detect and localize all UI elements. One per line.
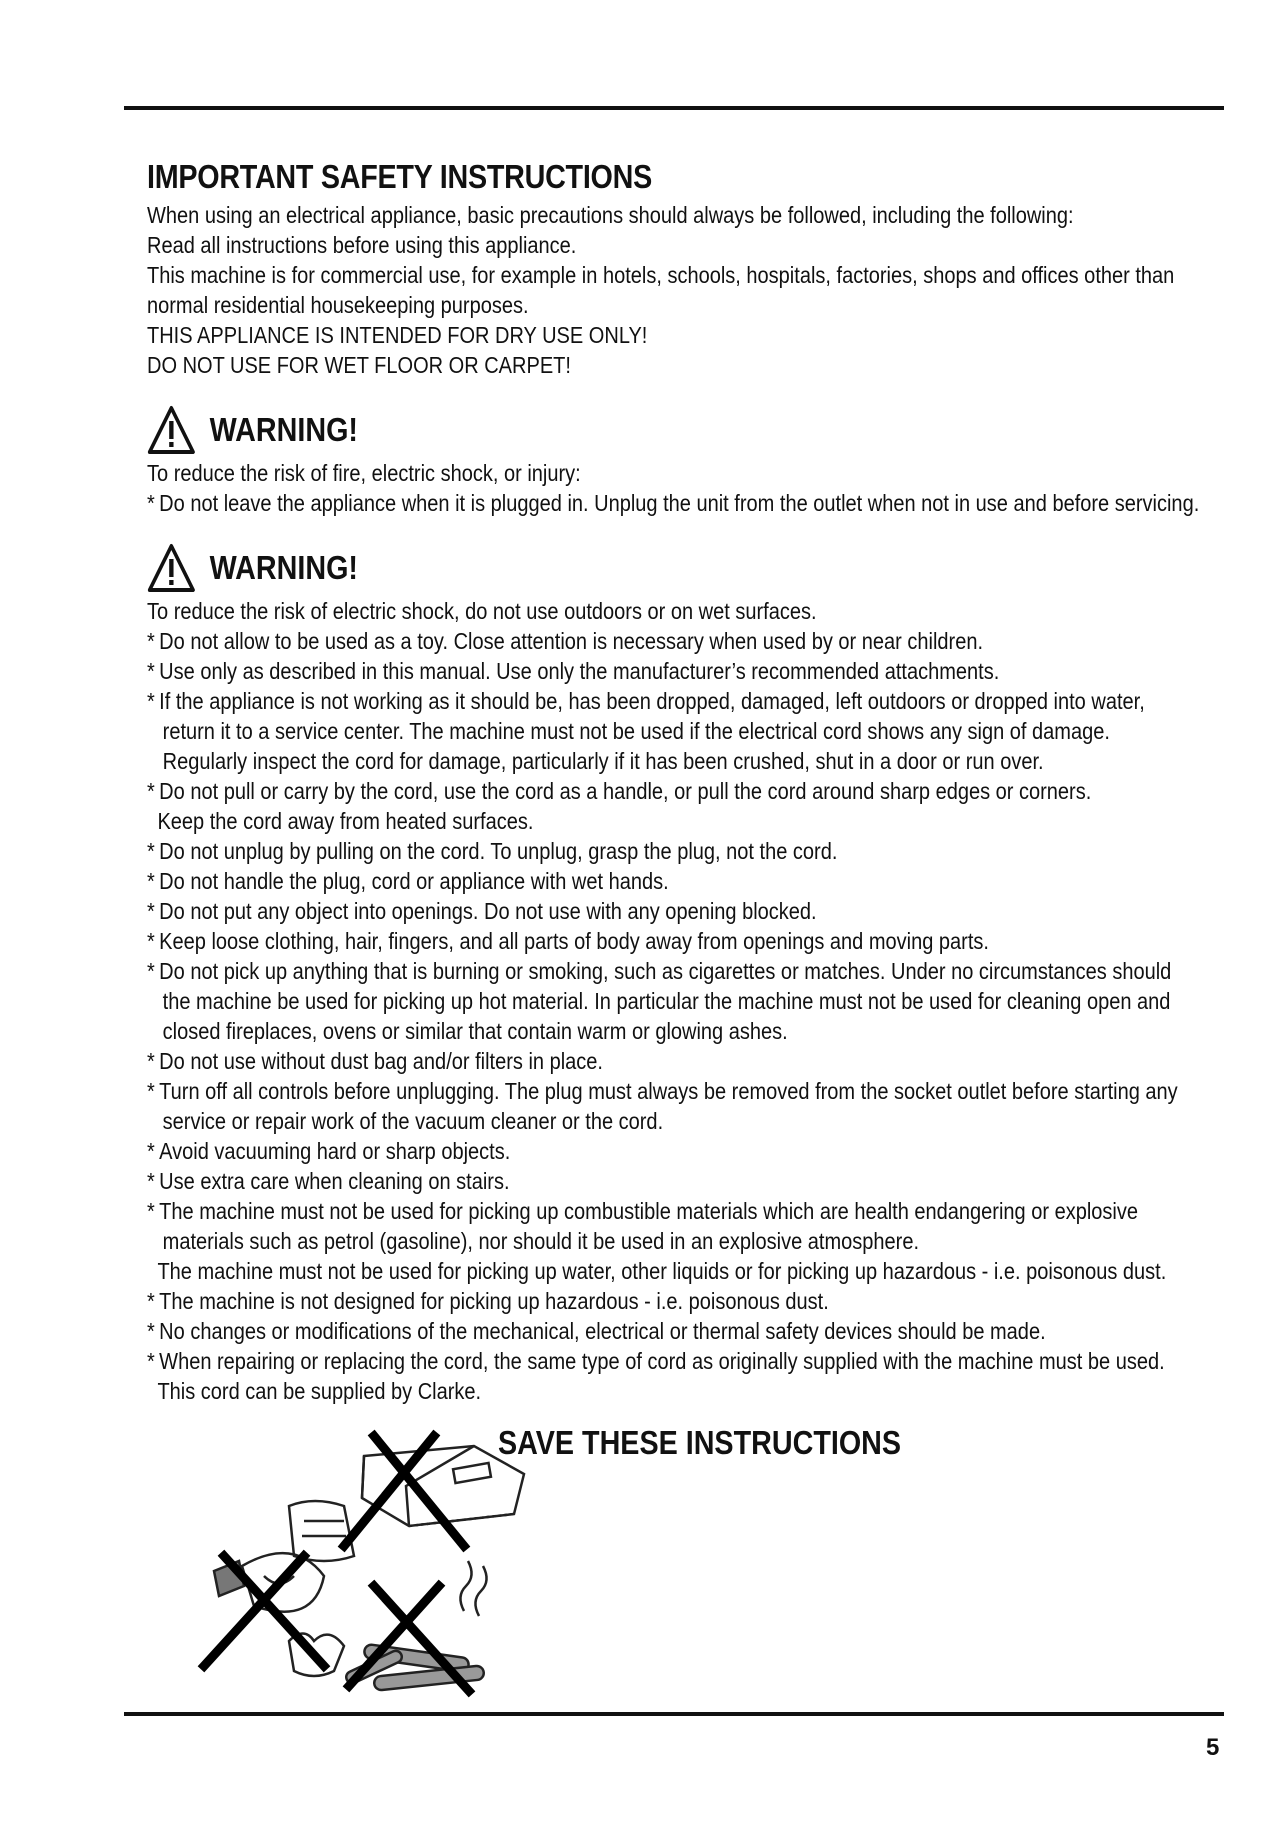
list-item: * Do not pick up anything that is burning or smoking, such as cigarettes or matches. Under no circumstances should [147,958,1172,984]
list-item-continuation: Regularly inspect the cord for damage, particularly if it has been crushed, shut in a door or run over. [162,748,1044,774]
list-item-continuation: Keep the cord away from heated surfaces. [157,808,534,834]
list-item: * When repairing or replacing the cord, the same type of cord as originally supplied with the machine must be used. [147,1348,1165,1374]
warning-lead: To reduce the risk of fire, electric shock, or injury: [147,460,581,486]
list-item-continuation: service or repair work of the vacuum cleaner or the cord. [162,1108,664,1134]
intro-line: DO NOT USE FOR WET FLOOR OR CARPET! [147,352,571,378]
list-item: * Do not pull or carry by the cord, use the cord as a handle, or pull the cord around sharp edges or corners. [147,778,1092,804]
list-item: * Do not put any object into openings. Do not use with any opening blocked. [147,898,817,924]
intro-line: THIS APPLIANCE IS INTENDED FOR DRY USE ONLY! [147,322,648,348]
list-item: * Turn off all controls before unplugging. The plug must always be removed from the socket outlet before starting any [147,1078,1178,1104]
page-heading: IMPORTANT SAFETY INSTRUCTIONS [147,158,652,195]
warning-heading-1 [147,402,1104,458]
warning-title: WARNING! [209,411,358,448]
list-item: * Avoid vacuuming hard or sharp objects. [147,1138,511,1164]
list-item: * Use extra care when cleaning on stairs. [147,1168,510,1194]
top-rule [124,106,1224,110]
prohibited-items-illustration [194,1426,554,1706]
save-instructions-heading: SAVE THESE INSTRUCTIONS [498,1424,902,1461]
list-item: * No changes or modifications of the mechanical, electrical or thermal safety devices should be made. [147,1318,1046,1344]
list-item: * Do not use without dust bag and/or filters in place. [147,1048,604,1074]
list-item: * If the appliance is not working as it should be, has been dropped, damaged, left outdoors or dropped into water, [147,688,1145,714]
intro-line: When using an electrical appliance, basic precautions should always be followed, including the following: [147,202,1074,228]
bottom-rule [124,1712,1224,1716]
list-item: * Do not leave the appliance when it is plugged in. Unplug the unit from the outlet when not in use and before servicing. [147,490,1200,516]
list-item: * The machine must not be used for picking up combustible materials which are health endangering or explosive [147,1198,1138,1224]
list-item-continuation: closed fireplaces, ovens or similar that contain warm or glowing ashes. [162,1018,788,1044]
list-item-continuation: The machine must not be used for picking up water, other liquids or for picking up hazardous - i.e. poisonous dust. [157,1258,1167,1284]
list-item: * Use only as described in this manual. Use only the manufacturer’s recommended attachments. [147,658,1000,684]
list-item: * Do not allow to be used as a toy. Close attention is necessary when used by or near children. [147,628,984,654]
page-number: 5 [1206,1734,1220,1761]
intro-line: This machine is for commercial use, for example in hotels, schools, hospitals, factories, shops and offices other than [147,262,1175,288]
intro-line: Read all instructions before using this appliance. [147,232,577,258]
list-item-continuation: the machine be used for picking up hot material. In particular the machine must not be used for cleaning open and [162,988,1171,1014]
list-item: * Keep loose clothing, hair, fingers, and all parts of body away from openings and moving parts. [147,928,989,954]
safety-content [147,158,1200,1406]
prohibited-x-icon [204,1436,469,1691]
list-item-continuation: materials such as petrol (gasoline), nor should it be used in an explosive atmosphere. [162,1228,920,1254]
warning-lead: To reduce the risk of electric shock, do not use outdoors or on wet surfaces. [147,598,817,624]
list-item-continuation: This cord can be supplied by Clarke. [157,1378,482,1404]
warning-title: WARNING! [209,549,358,586]
warning-triangle-icon [147,405,196,455]
warning-triangle-icon [147,543,196,593]
warning-heading-2 [147,540,1104,596]
intro-line: normal residential housekeeping purposes. [147,292,529,318]
list-item: * Do not handle the plug, cord or appliance with wet hands. [147,868,669,894]
list-item: * Do not unplug by pulling on the cord. To unplug, grasp the plug, not the cord. [147,838,838,864]
list-item: * The machine is not designed for picking up hazardous - i.e. poisonous dust. [147,1288,829,1314]
list-item-continuation: return it to a service center. The machine must not be used if the electrical cord shows any sign of damage. [162,718,1110,744]
